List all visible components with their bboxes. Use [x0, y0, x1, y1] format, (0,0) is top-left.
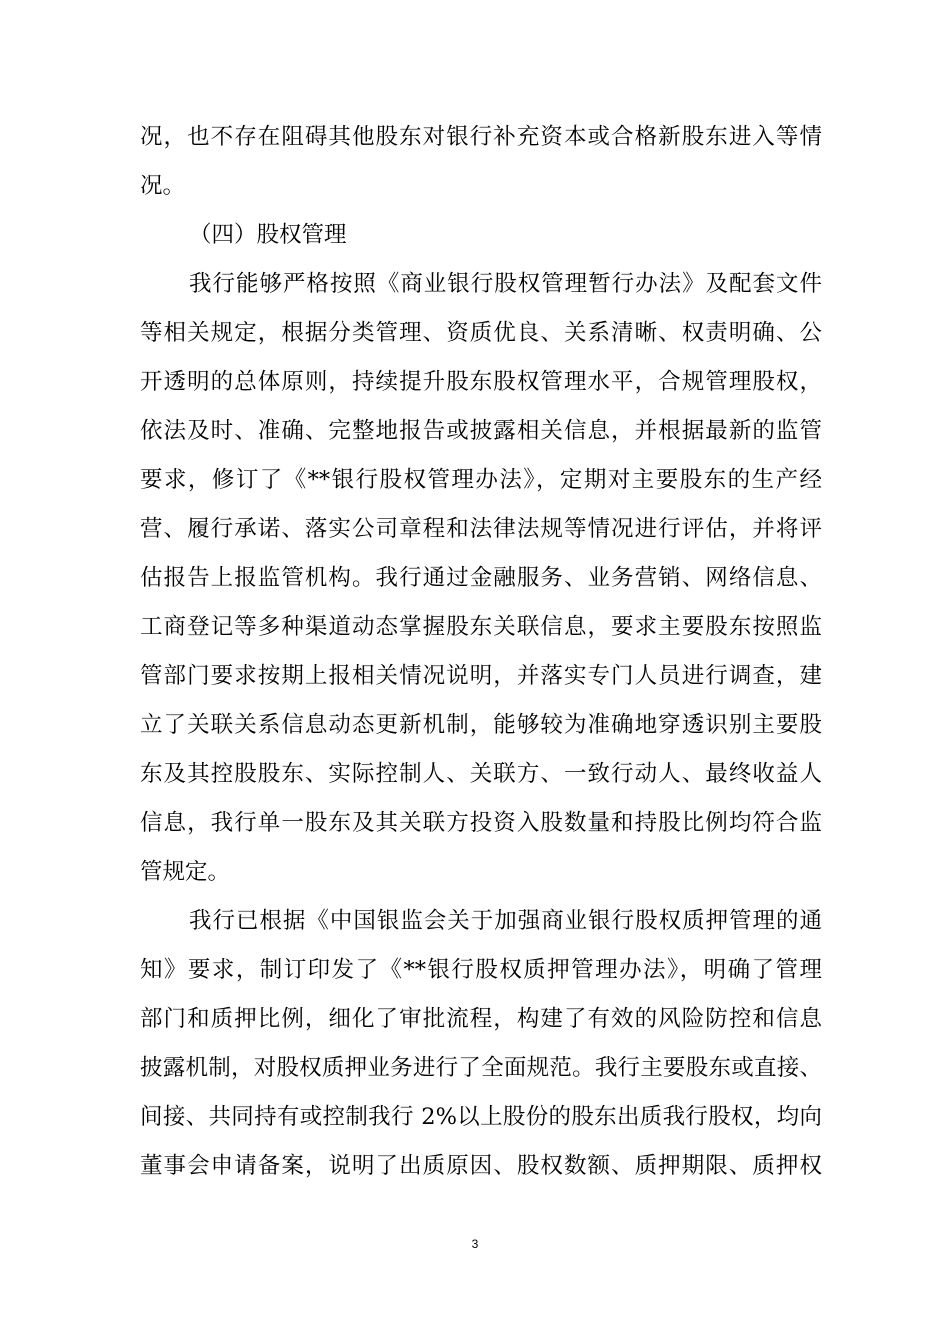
page-number: 3	[471, 1237, 479, 1251]
paragraph-equity-management	[140, 260, 822, 897]
text-line: 况。	[140, 173, 186, 199]
text-line: 我行已根据《中国银监会关于加强商业银行股权质押管理的通	[189, 908, 822, 934]
text-line: 要求，修订了《**银行股权管理办法》，定期对主要股东的生产经	[140, 467, 822, 493]
text-line: 部门和质押比例，细化了审批流程，构建了有效的风险防控和信息	[140, 1006, 822, 1032]
text-line: 开透明的总体原则，持续提升股东股权管理水平，合规管理股权，	[140, 369, 822, 395]
text-line: 况，也不存在阻碍其他股东对银行补充资本或合格新股东进入等情	[140, 124, 822, 150]
section-heading-text: （四）股权管理	[189, 222, 347, 248]
text-line: 知》要求，制订印发了《**银行股权质押管理办法》，明确了管理	[140, 957, 822, 983]
text-line: 管规定。	[140, 859, 231, 885]
text-line: 估报告上报监管机构。我行通过金融服务、业务营销、网络信息、	[140, 565, 822, 591]
text-line: 间接、共同持有或控制我行 2%以上股份的股东出质我行股权，均向	[140, 1104, 822, 1130]
paragraph-continuation	[140, 113, 822, 211]
text-line: 披露机制，对股权质押业务进行了全面规范。我行主要股东或直接、	[140, 1055, 822, 1081]
text-line: 东及其控股股东、实际控制人、关联方、一致行动人、最终收益人	[140, 761, 822, 787]
text-line: 营、履行承诺、落实公司章程和法律法规等情况进行评估，并将评	[140, 516, 822, 542]
text-line: 依法及时、准确、完整地报告或披露相关信息，并根据最新的监管	[140, 418, 822, 444]
paragraph-equity-pledge	[140, 897, 822, 1191]
text-line: 等相关规定，根据分类管理、资质优良、关系清晰、权责明确、公	[140, 320, 822, 346]
text-line: 信息，我行单一股东及其关联方投资入股数量和持股比例均符合监	[140, 810, 822, 836]
text-line: 我行能够严格按照《商业银行股权管理暂行办法》及配套文件	[189, 271, 822, 297]
document-body	[140, 113, 822, 1191]
section-heading	[140, 211, 822, 260]
text-line: 管部门要求按期上报相关情况说明，并落实专门人员进行调查，建	[140, 663, 822, 689]
text-line: 董事会申请备案，说明了出质原因、股权数额、质押期限、质押权	[140, 1153, 822, 1179]
text-line: 工商登记等多种渠道动态掌握股东关联信息，要求主要股东按照监	[140, 614, 822, 640]
text-line: 立了关联关系信息动态更新机制，能够较为准确地穿透识别主要股	[140, 712, 822, 738]
